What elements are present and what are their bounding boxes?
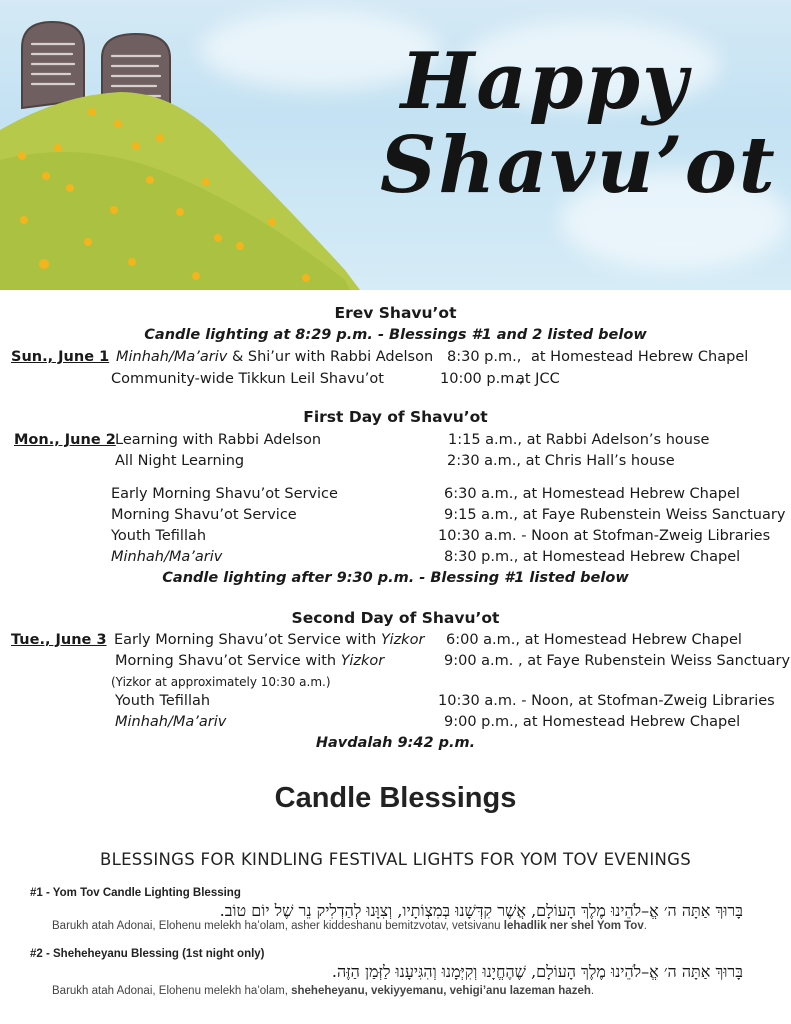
- event-name: Minhah/Ma’ariv: [115, 714, 227, 730]
- section-heading-first-day: First Day of Shavu’ot: [303, 408, 488, 426]
- event-name: Early Morning Shavu’ot Service with Yizkor: [114, 632, 425, 648]
- day-label-tue: Tue., June 3: [11, 632, 107, 648]
- event-time-place: 10:30 a.m. - Noon, at Stofman-Zweig Libraries: [438, 693, 775, 709]
- event-time: 8:30 p.m.,: [447, 349, 522, 365]
- yizkor-note: (Yizkor at approximately 10:30 a.m.): [111, 675, 331, 689]
- event-name: Morning Shavu’ot Service: [111, 507, 297, 523]
- event-name: Minhah/Ma’ariv: [111, 549, 223, 565]
- event-time-place: 9:00 p.m., at Homestead Hebrew Chapel: [444, 714, 741, 730]
- blessing-2-label: #2 - Sheheheyanu Blessing (1st night only): [30, 948, 265, 960]
- event-name: Early Morning Shavu’ot Service: [111, 486, 338, 502]
- event-time-place: 9:15 a.m., at Faye Rubenstein Weiss Sanctuary: [444, 507, 786, 523]
- section-heading-erev: Erev Shavu’ot: [334, 304, 457, 322]
- blessing-2-transliteration: Barukh atah Adonai, Elohenu melekh ha’olam, sheheheyanu, vekiyyemanu, vehigi’anu lazeman hazeh.: [52, 985, 595, 997]
- candle-blessings-title: Candle Blessings: [274, 782, 517, 814]
- event-time-place: 6:30 a.m., at Homestead Hebrew Chapel: [444, 486, 740, 502]
- event-time-place: 1:15 a.m., at Rabbi Adelson’s house: [448, 432, 710, 448]
- havdalah-note: Havdalah 9:42 p.m.: [315, 735, 476, 751]
- event-name: Youth Tefillah: [111, 528, 207, 544]
- event-time-place: 6:00 a.m., at Homestead Hebrew Chapel: [446, 632, 742, 648]
- blessing-2-hebrew: בָּרוּךְ אַתָּה ה׳ אֱ–לֹהֵינוּ מֶלֶךְ הָעוֹלָם, שֶׁהֶחֱיָנוּ וְקִיְּמָנוּ וְהִגִּיעָנוּ לַזְּמַן הַזֶּה.: [331, 962, 743, 981]
- header-banner: [0, 0, 791, 290]
- event-name: Learning with Rabbi Adelson: [115, 432, 322, 448]
- event-time-place: 8:30 p.m., at Homestead Hebrew Chapel: [444, 549, 741, 565]
- event-name: Community-wide Tikkun Leil Shavu’ot: [111, 371, 384, 387]
- day-label-mon: Mon., June 2: [14, 432, 116, 448]
- title-line-2: Shavu’ot: [380, 120, 777, 211]
- title-line-1: Happy: [400, 36, 690, 127]
- event-name: Minhah/Ma’ariv & Shi’ur with Rabbi Adelson: [116, 349, 434, 365]
- event-place: at JCC: [516, 371, 560, 387]
- blessing-1-label: #1 - Yom Tov Candle Lighting Blessing: [30, 887, 241, 899]
- event-time-place: 2:30 a.m., at Chris Hall’s house: [447, 453, 675, 469]
- page-title: [380, 36, 777, 211]
- event-name: Youth Tefillah: [115, 693, 211, 709]
- event-time-place: 10:30 a.m. - Noon at Stofman-Zweig Libraries: [438, 528, 771, 544]
- candle-lighting-note: Candle lighting after 9:30 p.m. - Blessing #1 listed below: [162, 570, 629, 586]
- event-time: 10:00 p.m.,: [440, 371, 524, 387]
- event-place: at Homestead Hebrew Chapel: [531, 349, 749, 365]
- candle-blessings-subtitle: BLESSINGS FOR KINDLING FESTIVAL LIGHTS FOR YOM TOV EVENINGS: [99, 850, 692, 869]
- blessing-1-hebrew: בָּרוּךְ אַתָּה ה׳ אֱ–לֹהֵינוּ מֶלֶךְ הָעוֹלָם, אֲשֶׁר קִדְּשָׁנוּ בְּמִצְוֹתָיו, וְצִוָּנוּ לְהַדְלִיק נֵר שֶׁל יוֹם טוֹב.: [219, 901, 743, 920]
- event-name: Morning Shavu’ot Service with Yizkor: [115, 653, 385, 669]
- event-name: All Night Learning: [115, 453, 245, 469]
- day-label-sun: Sun., June 1: [11, 349, 110, 365]
- candle-lighting-note: Candle lighting at 8:29 p.m. - Blessings #1 and 2 listed below: [144, 327, 647, 343]
- event-time-place: 9:00 a.m. , at Faye Rubenstein Weiss Sanctuary: [444, 653, 791, 669]
- section-heading-second-day: Second Day of Shavu’ot: [291, 609, 500, 627]
- blessing-1-transliteration: Barukh atah Adonai, Elohenu melekh ha’olam, asher kiddeshanu bemitzvotav, vetsivanu lehadlik ner shel Yom Tov.: [52, 920, 647, 932]
